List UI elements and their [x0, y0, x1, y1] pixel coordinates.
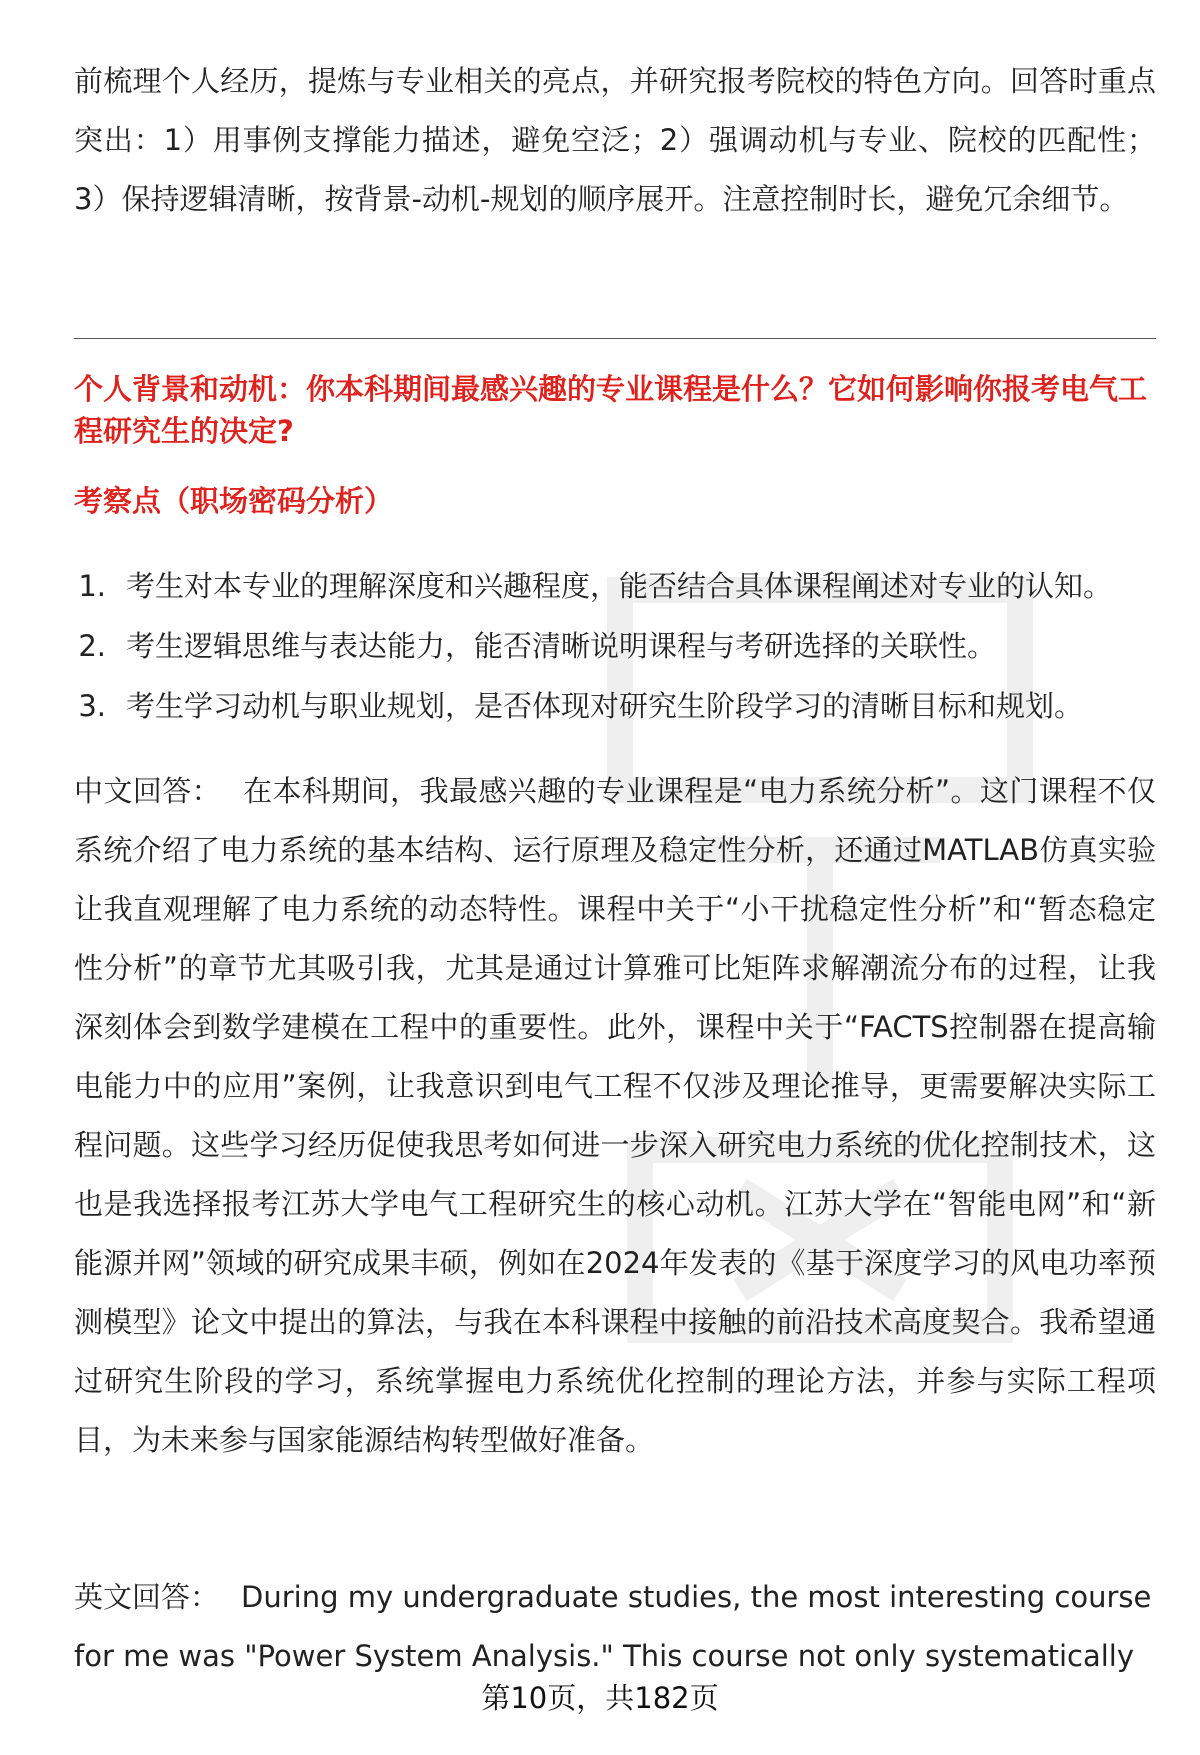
point-text: 考生逻辑思维与表达能力，能否清晰说明课程与考研选择的关联性。 [126, 629, 997, 663]
assessment-point [74, 676, 1156, 736]
chinese-answer-text: 在本科期间，我最感兴趣的专业课程是“电力系统分析”。这门课程不仅系统介绍了电力系统的基本结构、运行原理及稳定性分析，还通过MATLAB仿真实验让我直观理解了电力系统的动态特性。课程中关于“小干扰稳定性分析”和“暂态稳定性分析”的章节尤其吸引我，尤其是通过计算雅可比矩阵求解潮流分布的过程，让我深刻体会到数学建模在工程中的重要性。此外，课程中关于“FACTS控制器在提高输电能力中的应用”案例，让我意识到电气工程不仅涉及理论推导，更需要解决实际工程问题。这些学习经历促使我思考如何进一步深入研究电力系统的优化控制技术，这也是我选择报考江苏大学电气工程研究生的核心动机。江苏大学在“智能电网”和“新能源并网”领域的研究成果丰硕，例如在2024年发表的《基于深度学习的风电功率预测模型》论文中提出的算法，与我在本科课程中接触的前沿技术高度契合。我希望通过研究生阶段的学习，系统掌握电力系统优化控制的理论方法，并参与实际工程项目，为未来参与国家能源结构转型做好准备。 [74, 774, 1156, 1457]
point-number: 3. [78, 689, 106, 723]
section-divider [74, 338, 1156, 339]
page-footer: 第10页，共182页 [0, 1678, 1200, 1718]
intro-paragraph: 前梳理个人经历，提炼与专业相关的亮点，并研究报考院校的特色方向。回答时重点突出：1）用事例支撑能力描述，避免空泛；2）强调动机与专业、院校的匹配性；3）保持逻辑清晰，按背景-动机-规划的顺序展开。注意控制时长，避免冗余细节。 [74, 64, 1156, 216]
english-answer-text: During my undergraduate studies, the most interesting course for me was "Power System Analysis." This course not only systematically [74, 1580, 1152, 1673]
english-answer-paragraph [74, 1568, 1156, 1686]
chinese-answer-paragraph [74, 762, 1156, 1470]
assessment-point [74, 556, 1156, 616]
interview-question: 个人背景和动机：你本科期间最感兴趣的专业课程是什么？它如何影响你报考电气工程研究生的决定? [74, 372, 1148, 448]
point-number: 2. [78, 629, 106, 663]
chinese-answer-label: 中文回答： [74, 774, 222, 808]
point-text: 考生对本专业的理解深度和兴趣程度，能否结合具体课程阐述对专业的认知。 [126, 569, 1113, 603]
assessment-points-list [74, 556, 1156, 736]
point-text: 考生学习动机与职业规划，是否体现对研究生阶段学习的清晰目标和规划。 [126, 689, 1084, 723]
english-answer-label: 英文回答： [74, 1580, 220, 1614]
point-number: 1. [78, 569, 106, 603]
assessment-point [74, 616, 1156, 676]
assessment-heading: 考察点（职场密码分析） [74, 484, 394, 518]
